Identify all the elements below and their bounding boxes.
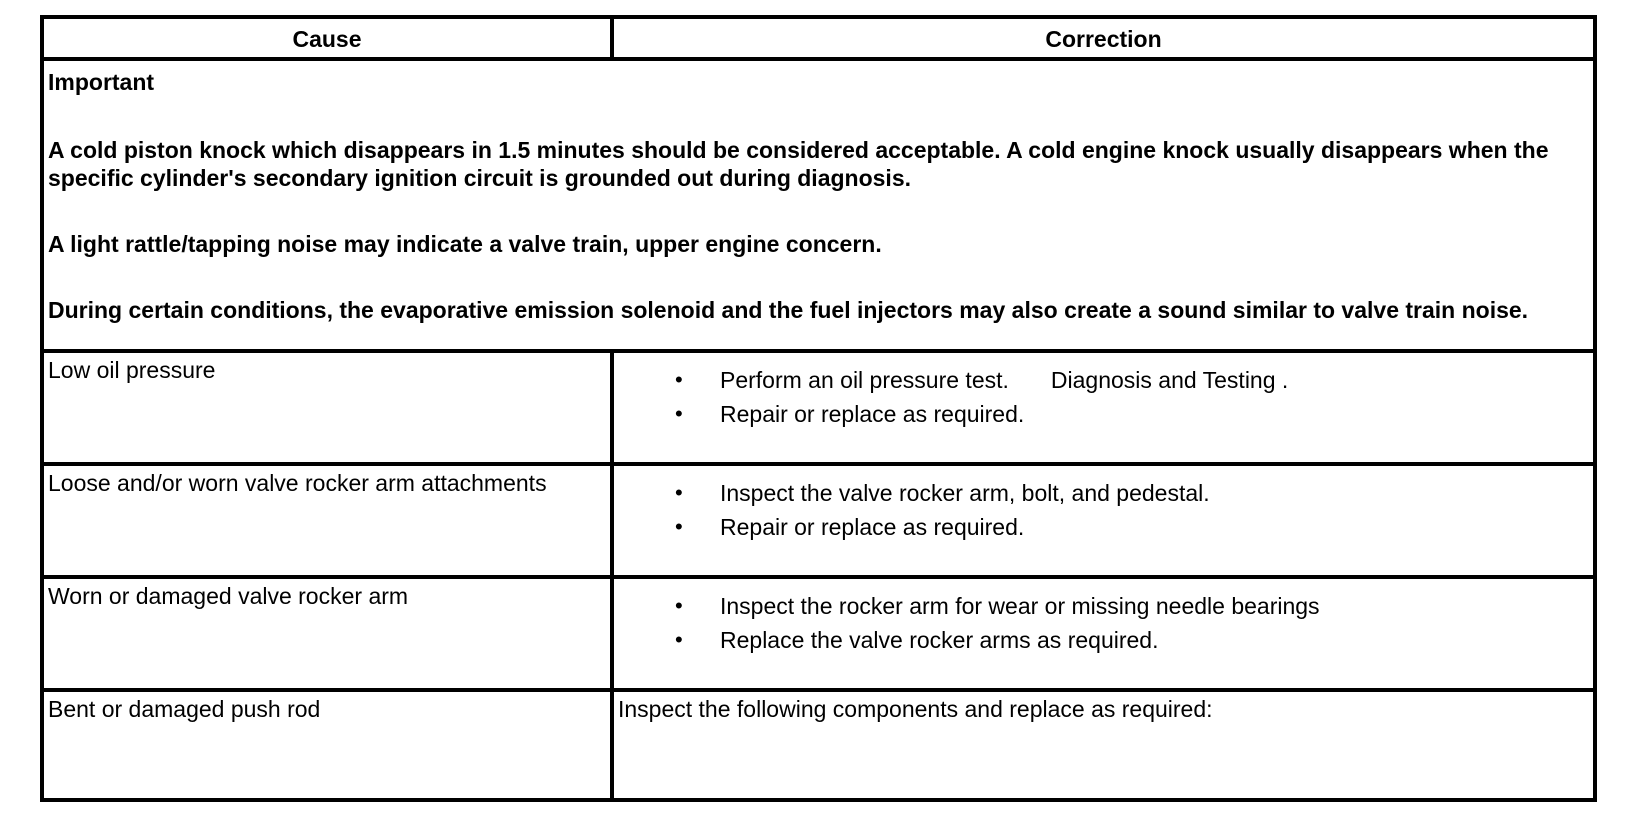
bullet-icon: • <box>675 627 683 652</box>
cause-cell: Worn or damaged valve rocker arm <box>44 579 614 688</box>
list-item <box>618 397 1593 431</box>
list-item <box>618 623 1593 657</box>
correction-list <box>618 589 1593 657</box>
bullet-icon: • <box>675 367 683 392</box>
table-row <box>44 462 1593 575</box>
cause-cell: Bent or damaged push rod <box>44 692 614 798</box>
cause-cell: Loose and/or worn valve rocker arm attachments <box>44 466 614 575</box>
note-paragraph: During certain conditions, the evaporative emission solenoid and the fuel injectors may also create a sound similar to valve train noise. <box>48 297 1529 323</box>
list-item <box>618 510 1593 544</box>
correction-text: Replace the valve rocker arms as required. <box>720 627 1159 653</box>
note-paragraph: A light rattle/tapping noise may indicate a valve train, upper engine concern. <box>48 231 882 257</box>
correction-text: Repair or replace as required. <box>720 401 1025 427</box>
table-header-row <box>44 19 1593 57</box>
header-correction: Correction <box>1045 26 1162 52</box>
correction-text: Inspect the rocker arm for wear or missing needle bearings <box>720 593 1320 619</box>
note-paragraph: A cold piston knock which disappears in 1.5 minutes should be considered acceptable. A cold engine knock usually disappears when the specific cylinder's secondary ignition circuit is grounded out during diagnosis. <box>48 137 1549 191</box>
correction-cell: Inspect the following components and replace as required: <box>618 696 1213 722</box>
bullet-icon: • <box>675 401 683 426</box>
correction-cell <box>614 466 1593 575</box>
important-note-row <box>44 57 1593 349</box>
table-row <box>44 575 1593 688</box>
header-cause: Cause <box>44 19 614 57</box>
note-title: Important <box>48 69 155 95</box>
correction-cell <box>614 353 1593 462</box>
list-item <box>618 589 1593 623</box>
table-row <box>44 349 1593 462</box>
list-item <box>618 363 1593 397</box>
diagnosis-testing-link[interactable]: Diagnosis and Testing . <box>1050 367 1289 393</box>
table-row <box>44 688 1593 798</box>
correction-text: Inspect the valve rocker arm, bolt, and pedestal. <box>720 480 1210 506</box>
correction-list <box>618 363 1593 431</box>
correction-text: Repair or replace as required. <box>720 514 1025 540</box>
correction-text: Perform an oil pressure test. <box>720 367 1009 393</box>
bullet-icon: • <box>675 480 683 505</box>
important-note <box>44 61 1593 349</box>
bullet-icon: • <box>675 593 683 618</box>
list-item <box>618 476 1593 510</box>
correction-list <box>618 476 1593 544</box>
cause-cell: Low oil pressure <box>44 353 614 462</box>
bullet-icon: • <box>675 514 683 539</box>
diagnosis-table <box>40 15 1597 802</box>
correction-cell <box>614 579 1593 688</box>
